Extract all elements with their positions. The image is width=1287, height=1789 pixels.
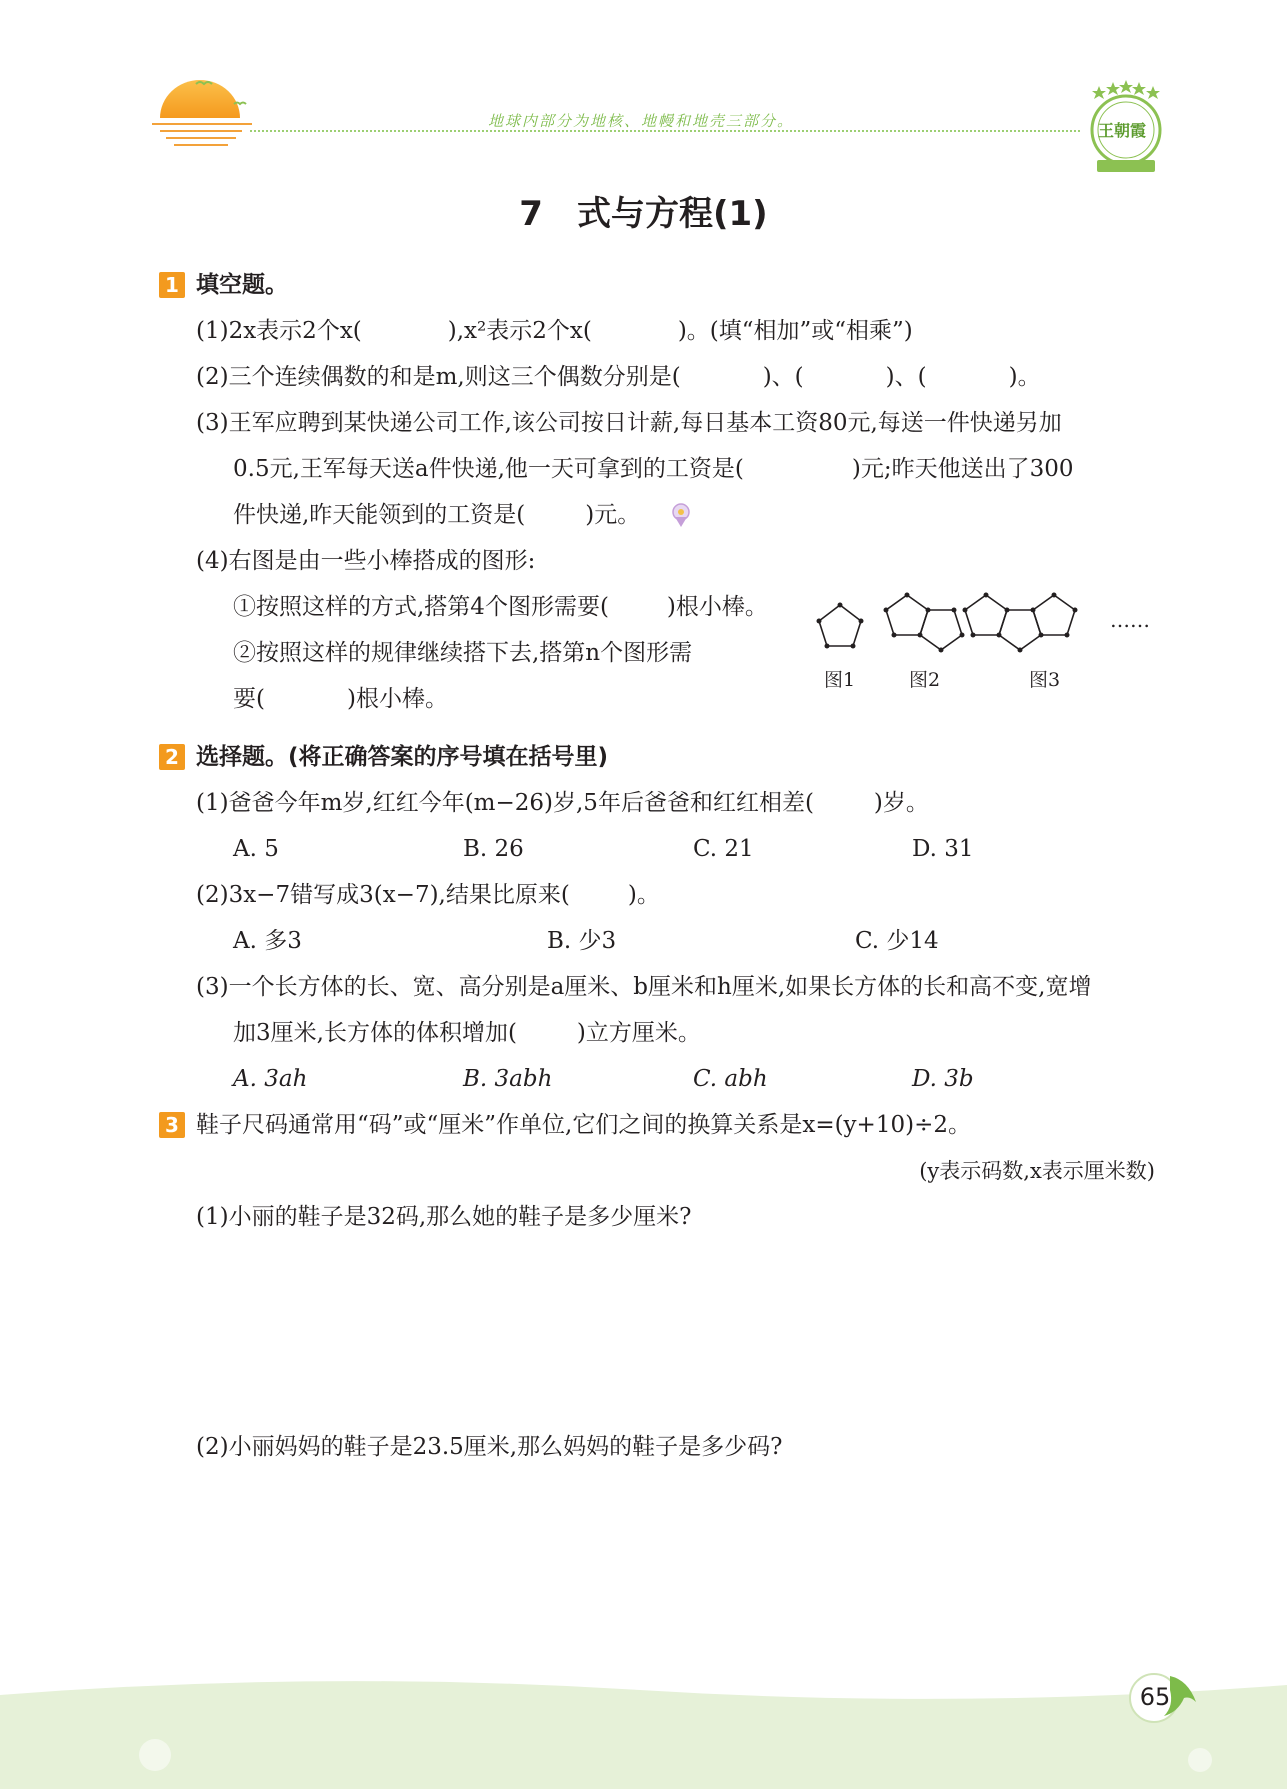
section-2-badge: 2 xyxy=(159,744,185,770)
section-2-heading: 选择题。(将正确答案的序号填在括号里) xyxy=(196,744,609,770)
page-title: 7 式与方程(1) xyxy=(519,194,768,234)
s2-q3-option-b[interactable]: B. 3abh xyxy=(463,1066,553,1092)
sunset-icon xyxy=(150,70,260,155)
section-3-badge: 3 xyxy=(159,1112,185,1138)
s1-q4-sub2: ②按照这样的规律继续搭下去,搭第n个图形需 xyxy=(233,640,693,666)
s2-q2-option-b[interactable]: B. 少3 xyxy=(547,928,617,954)
s1-q3-line1: (3)王军应聘到某快递公司工作,该公司按日计薪,每日基本工资80元,每送一件快递另加 xyxy=(196,410,1062,436)
s2-q2: (2)3x−7错写成3(x−7),结果比原来( )。 xyxy=(196,882,660,908)
s2-q3-option-d[interactable]: D. 3b xyxy=(912,1066,974,1092)
s3-q1-answer-area[interactable] xyxy=(233,1245,1153,1415)
s3-q1: (1)小丽的鞋子是32码,那么她的鞋子是多少厘米? xyxy=(196,1204,692,1230)
section-1-badge: 1 xyxy=(159,272,185,298)
brand-name: 王朝霞 xyxy=(1098,121,1147,140)
s2-q1-option-b[interactable]: B. 26 xyxy=(463,836,524,862)
s1-q4-line1: (4)右图是由一些小棒搭成的图形: xyxy=(196,548,536,574)
s2-q3-option-a[interactable]: A. 3ah xyxy=(233,1066,308,1092)
figure-3-label: 图3 xyxy=(1029,669,1061,691)
s1-q4-sub1: ①按照这样的方式,搭第4个图形需要( )根小棒。 xyxy=(233,594,768,620)
s2-q1-option-d[interactable]: D. 31 xyxy=(912,836,974,862)
s2-q3-line2: 加3厘米,长方体的体积增加( )立方厘米。 xyxy=(233,1020,701,1046)
figure-1-label: 图1 xyxy=(824,669,856,691)
s3-q2: (2)小丽妈妈的鞋子是23.5厘米,那么妈妈的鞋子是多少码? xyxy=(196,1434,783,1460)
s2-q1-option-a[interactable]: A. 5 xyxy=(233,836,279,862)
s2-q3-option-c[interactable]: C. abh xyxy=(693,1066,768,1092)
header-tagline: 地球内部分为地核、地幔和地壳三部分。 xyxy=(488,112,795,130)
s2-q2-option-a[interactable]: A. 多3 xyxy=(233,928,302,954)
s2-q1-option-c[interactable]: C. 21 xyxy=(693,836,754,862)
figure-2-right xyxy=(920,610,962,650)
page-number: 65 xyxy=(1139,1683,1171,1711)
s2-q1: (1)爸爸今年m岁,红红今年(m−26)岁,5年后爸爸和红红相差( )岁。 xyxy=(196,790,929,816)
s1-q2: (2)三个连续偶数的和是m,则这三个偶数分别是( )、( )、( )。 xyxy=(196,364,1041,390)
footer-wave xyxy=(0,1650,1287,1789)
s1-q3-line2: 0.5元,王军每天送a件快递,他一天可拿到的工资是( )元;昨天他送出了300 xyxy=(233,456,1074,482)
s1-q3-line3: 件快递,昨天能领到的工资是( )元。 xyxy=(233,502,641,528)
s1-q4-sub3: 要( )根小棒。 xyxy=(233,686,448,712)
section-1-heading: 填空题。 xyxy=(196,272,288,298)
figure-2-label: 图2 xyxy=(909,669,941,691)
figure-3-right xyxy=(1033,595,1075,635)
location-pin-icon xyxy=(670,502,692,530)
section-3-note: (y表示码数,x表示厘米数) xyxy=(919,1159,1155,1183)
s3-q2-answer-area[interactable] xyxy=(233,1475,1153,1625)
stick-figures-diagram xyxy=(810,585,1110,675)
figure-1 xyxy=(819,605,861,646)
s1-q1: (1)2x表示2个x( ),x²表示2个x( )。(填“相加”或“相乘”) xyxy=(196,318,913,344)
section-3-heading: 鞋子尺码通常用“码”或“厘米”作单位,它们之间的换算关系是x=(y+10)÷2。 xyxy=(196,1112,971,1138)
figure-ellipsis: …… xyxy=(1110,608,1150,632)
s2-q3-line1: (3)一个长方体的长、宽、高分别是a厘米、b厘米和h厘米,如果长方体的长和高不变,宽增 xyxy=(196,974,1092,1000)
s2-q2-option-c[interactable]: C. 少14 xyxy=(855,928,939,954)
